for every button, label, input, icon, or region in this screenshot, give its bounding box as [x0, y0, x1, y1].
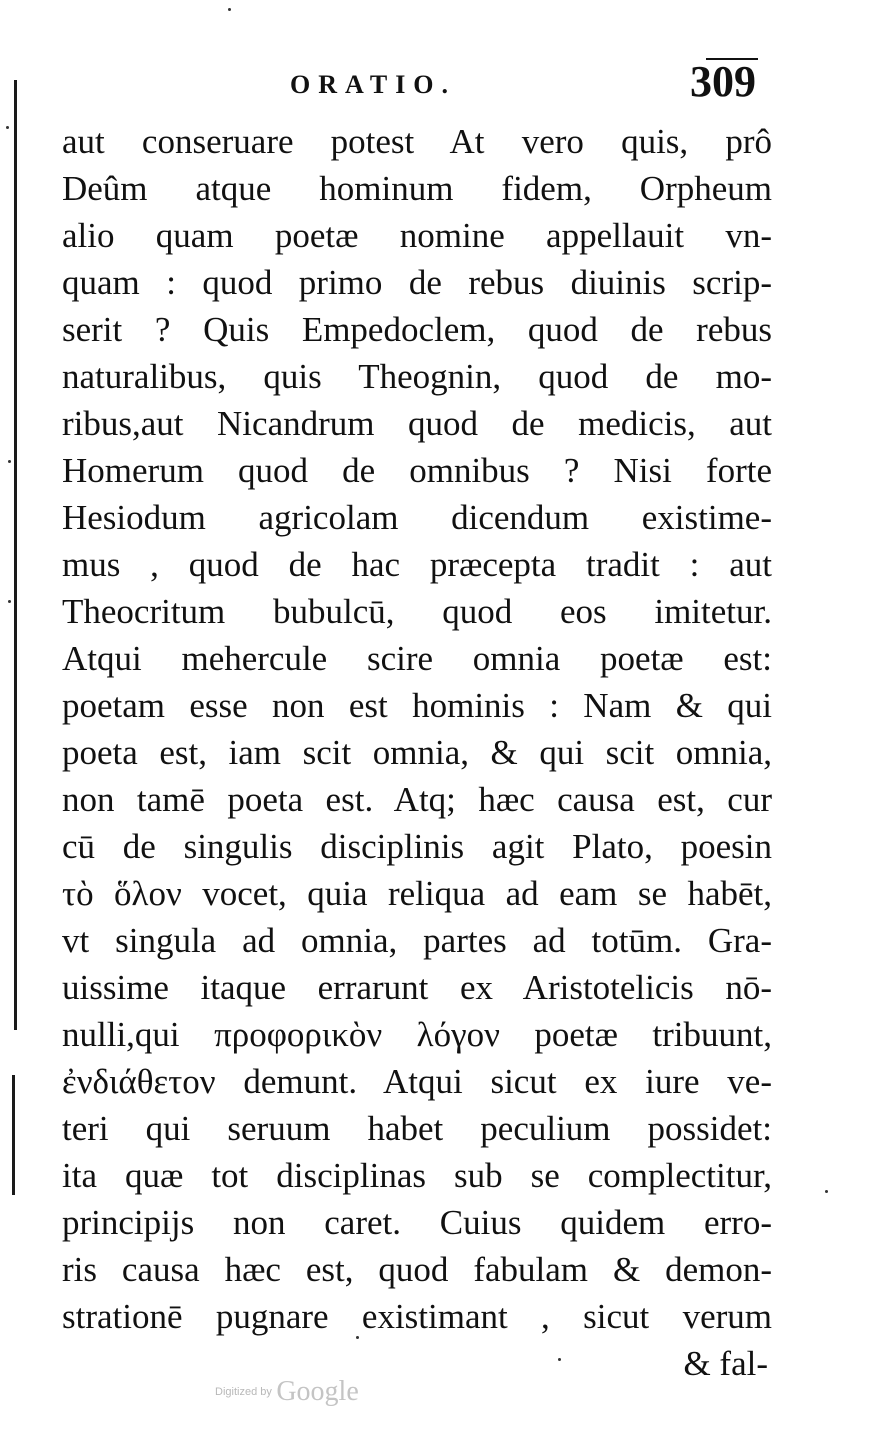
watermark-brand: Google	[276, 1376, 359, 1407]
text-line: ris causa hæc est, quod fabulam & demon-	[62, 1250, 772, 1289]
binding-edge-line-lower	[12, 1075, 15, 1195]
text-line: non tamē poeta est. Atq; hæc causa est, cur	[62, 780, 772, 819]
ink-speck	[8, 600, 11, 603]
text-line: poetam esse non est hominis : Nam & qui	[62, 686, 772, 725]
text-line: ἐνδιάθετον demunt. Atqui sicut ex iure ve-	[62, 1062, 772, 1101]
text-line: aut conseruare potest At vero quis, prô	[62, 122, 772, 161]
ink-speck	[825, 1190, 828, 1193]
text-line: ribus,aut Nicandrum quod de medicis, aut	[62, 404, 772, 443]
binding-edge-line	[14, 80, 17, 1030]
text-line: Homerum quod de omnibus ? Nisi forte	[62, 451, 772, 490]
running-head: ORATIO.	[290, 70, 457, 99]
text-line: teri qui seruum habet peculium possidet:	[62, 1109, 772, 1148]
text-line: Hesiodum agricolam dicendum existime-	[62, 498, 772, 537]
text-line: cū de singulis disciplinis agit Plato, poesin	[62, 827, 772, 866]
text-line: strationē pugnare existimant , sicut verum	[62, 1297, 772, 1336]
ink-speck	[228, 8, 231, 11]
text-line: poeta est, iam scit omnia, & qui scit omnia,	[62, 733, 772, 772]
text-line: Deûm atque hominum fidem, Orpheum	[62, 169, 772, 208]
text-line: vt singula ad omnia, partes ad totūm. Gra-	[62, 921, 772, 960]
text-line: mus , quod de hac præcepta tradit : aut	[62, 545, 772, 584]
body-text	[62, 118, 772, 1387]
text-line: ita quæ tot disciplinas sub se complectitur,	[62, 1156, 772, 1195]
text-line: uissime itaque errarunt ex Aristotelicis nō-	[62, 968, 772, 1007]
text-line: serit ? Quis Empedoclem, quod de rebus	[62, 310, 772, 349]
text-line: τὸ ὅλον vocet, quia reliqua ad eam se habēt,	[62, 874, 772, 913]
text-line: Theocritum bubulcū, quod eos imitetur.	[62, 592, 772, 631]
text-line: principijs non caret. Cuius quidem erro-	[62, 1203, 772, 1242]
ink-speck	[8, 460, 11, 463]
text-line: Atqui mehercule scire omnia poetæ est:	[62, 639, 772, 678]
catchword-line: & fal-	[683, 1344, 768, 1383]
text-line: alio quam poetæ nomine appellauit vn-	[62, 216, 772, 255]
text-line: nulli,qui προφορικὸν λόγον poetæ tribuunt,	[62, 1015, 772, 1054]
ink-speck	[6, 126, 9, 129]
watermark-prefix: Digitized by	[215, 1386, 272, 1398]
text-line: quam : quod primo de rebus diuinis scrip-	[62, 263, 772, 302]
page-number: 309	[690, 57, 756, 106]
text-line: naturalibus, quis Theognin, quod de mo-	[62, 357, 772, 396]
digitization-watermark	[215, 1376, 359, 1408]
